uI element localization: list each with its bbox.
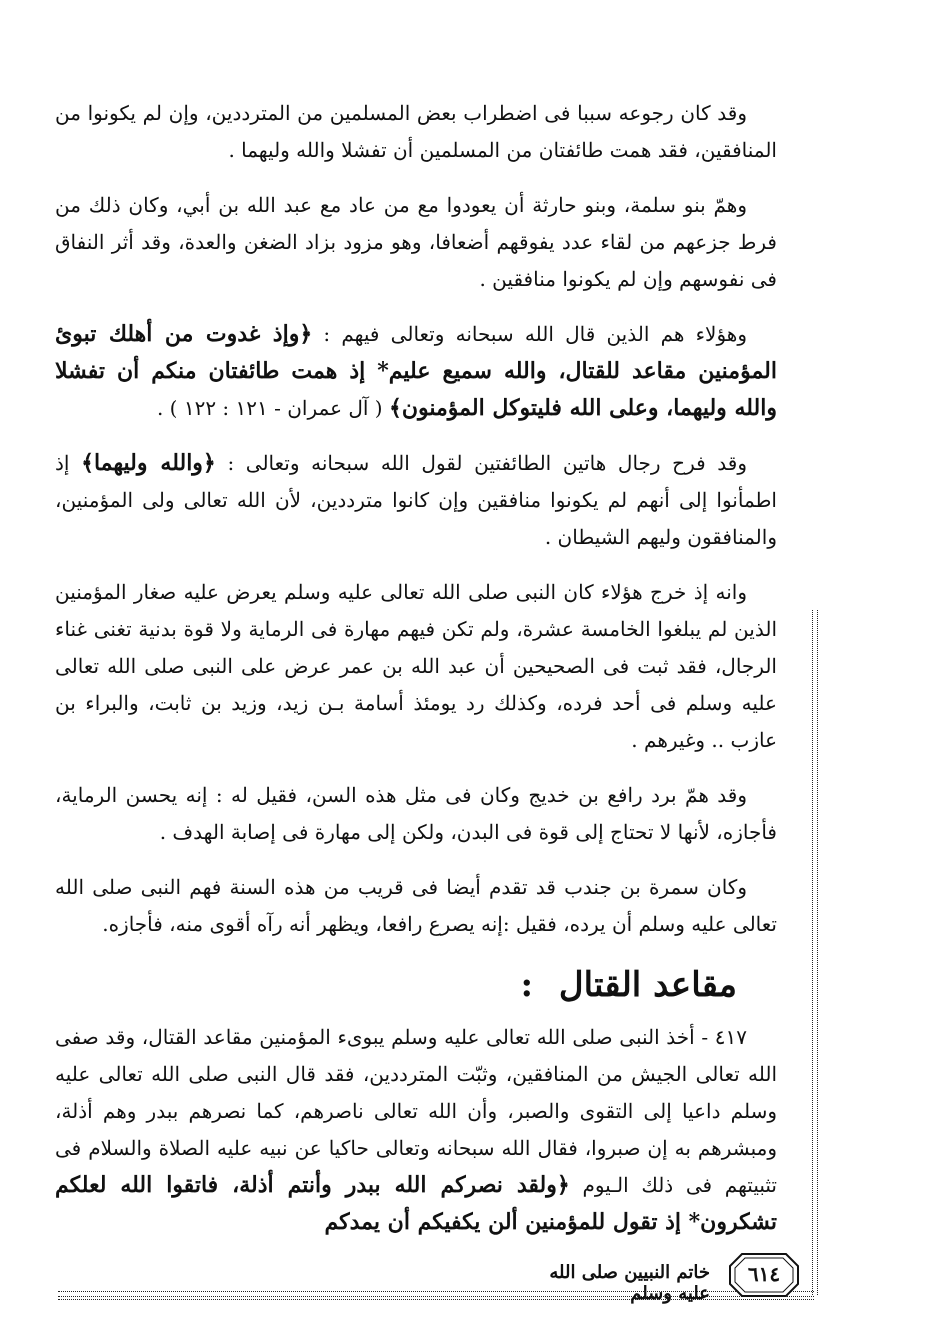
paragraph-4-rest: إذ اطمأنوا إلى أنهم لم يكونوا منافقين وإن كانوا مترددين، لأن الله تعالى ولى المؤمنين، والمنافقون وليهم الشيطان . [55,451,777,549]
paragraph-1: وقد كان رجوعه سببا فى اضطراب بعض المسلمين من المترددين، وإن لم يكونوا من المنافقين، فقد همت طائفتان من المسلمين أن تفشلا والله وليهما . [55,101,777,162]
paragraph-4 [55,445,777,556]
section-heading-colon: : [520,965,534,1005]
section-heading [55,965,777,1005]
page-side-border [812,610,818,1295]
paragraph-6: وقد همّ برد رافع بن خديج وكان فى مثل هذه السن، فقيل له : إنه يحسن الرماية، فأجازه، لأنها لا تحتاج إلى قوة فى البدن، ولكن إلى مهارة فى إصابة الهدف . [55,783,777,844]
quran-quote-1-ref: ( آل عمران - ١٢١ : ١٢٢ ) . [156,396,383,420]
text-column [55,95,777,1259]
page-number-badge [728,1252,800,1298]
paragraph-2: وهمّ بنو سلمة، وبنو حارثة أن يعودوا مع من عاد مع عبد الله بن أبي، وكان ذلك من فرط جزعهم من لقاء عدد يفوقهم أضعافا، وهو مزود بزاد الضغن والعدة، وقد أثر النفاق فى نفوسهم وإن لم يكونوا منافقين . [55,193,777,291]
quran-quote-2: ﴿والله وليهما﴾ [81,450,216,476]
paragraph-8 [55,1019,777,1241]
paragraph-3 [55,316,777,427]
paragraph-4-intro: وقد فرح رجال هاتين الطائفتين لقول الله سبحانه وتعالى : [227,451,747,475]
paragraph-8-text: ٤١٧ - أخذ النبى صلى الله تعالى عليه وسلم يبوىء المؤمنين مقاعد القتال، وقد صفى الله تعالى الجيش من المنافقين، وثبّت المترددين، فقد قال النبى صلى الله تعالى عليه وسلم داعيا إلى التقوى والصبر، وأن الله تعالى ناصرهم، كما نصرهم ببدر وهم أذلة، ومبشرهم به إن صبروا، فقال الله سبحانه وتعالى حاكيا عن نبيه عليه الصلاة والسلام فى تثبيتهم فى ذلك الـيوم [55,1025,778,1197]
quran-quote-1: ﴿وإذ غدوت من أهلك تبوئ المؤمنين مقاعد للقتال، والله سميع عليم* إذ همت طائفتان منكم أن تفشلا والله وليهما، وعلى الله فليتوكل المؤمنون﴾ [55,321,777,421]
paragraph-3-intro: وهؤلاء هم الذين قال الله سبحانه وتعالى فيهم : [323,322,747,346]
footer-book-title: خاتم النبيين صلى الله عليه وسلم [549,1262,710,1304]
page-number: ٦١٤ [747,1262,781,1286]
paragraph-7: وكان سمرة بن جندب قد تقدم أيضا فى قريب من هذه السنة فهم النبى صلى الله تعالى عليه وسلم أن يرده، فقيل :إنه يصرع رافعا، ويظهر أنه رآه أقوى منه، فأجازه. [55,875,777,936]
paragraph-5: وانه إذ خرج هؤلاء كان النبى صلى الله تعالى عليه وسلم يعرض عليه صغار المؤمنين الذين لم يبلغوا الخامسة عشرة، ولم تكن فيهم مهارة فى الرماية ولا قوة بدنية تغنى غناء الرجال، فقد ثبت فى الصحيحين أن عبد الله بن عمر عرض على النبى صلى الله تعالى عليه وسلم فى أحد فرده، وكذلك رد يومئذ أسامة بـن زيد، وزيد بن ثابت، والبراء بن عازب .. وغيرهم . [55,580,777,752]
section-heading-text: مقاعد القتال [558,965,737,1005]
quran-quote-3: ﴿ولقد نصركم الله ببدر وأنتم أذلة، فاتقوا الله لعلكم تشكرون* إذ تقول للمؤمنين ألن يكفيكم أن يمدكم [55,1172,777,1235]
